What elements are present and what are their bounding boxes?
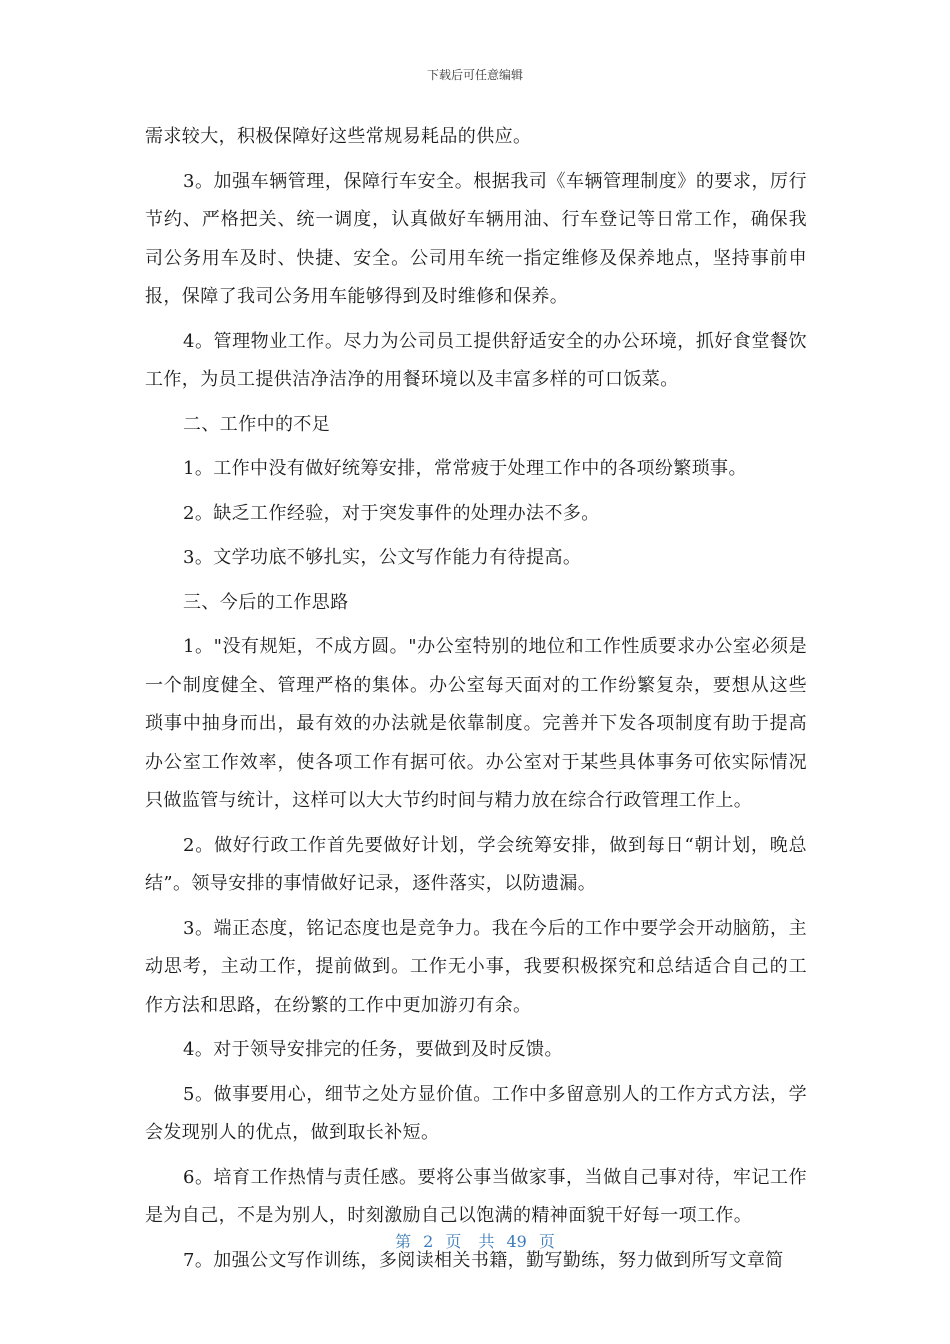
- footer-prefix: 第: [395, 1232, 412, 1251]
- paragraph-14: 7。加强公文写作训练，多阅读相关书籍，勤写勤练，努力做到所写文章简: [183, 1249, 784, 1271]
- paragraph-6: 3。文学功底不够扎实，公文写作能力有待提高。: [183, 547, 582, 568]
- paragraph-11: 4。对于领导安排完的任务，要做到及时反馈。: [183, 1039, 563, 1060]
- page-header-note: 下载后可任意编辑: [426, 68, 523, 82]
- paragraph-8: 1。"没有规矩，不成方圆。"办公室特别的地位和工作性质要求办公室必须是一个制度健全、管理严格的集体。办公室每天面对的工作纷繁复杂，要想从这些琐事中抽身而出，最有效的办法就是依靠制度。完善并下发各项制度有助于提高办公室工作效率，使各项工作有据可依。办公室对于某些具体事务可依实际情况只做监管与统计，这样可以大大节约时间与精力放在综合行政管理工作上。: [145, 636, 807, 811]
- paragraph-0: 需求较大，积极保障好这些常规易耗品的供应。: [145, 126, 532, 147]
- paragraph-2: 4。管理物业工作。尽力为公司员工提供舒适安全的办公环境，抓好食堂餐饮工作，为员工提供洁净洁净的用餐环境以及丰富多样的可口饭菜。: [145, 330, 807, 390]
- document-body: [145, 118, 807, 1286]
- paragraph-13: 6。培育工作热情与责任感。要将公事当做家事，当做自己事对待，牢记工作是为自己，不是为别人，时刻激励自己以饱满的精神面貌干好每一项工作。: [145, 1166, 807, 1226]
- paragraph-1: 3。加强车辆管理，保障行车安全。根据我司《车辆管理制度》的要求，厉行节约、严格把关、统一调度，认真做好车辆用油、行车登记等日常工作，确保我司公务用车及时、快捷、安全。公司用车统一指定维修及保养地点，坚持事前申报，保障了我司公务用车能够得到及时维修和保养。: [145, 170, 807, 307]
- footer-middle: 页 共: [445, 1232, 495, 1251]
- footer-total-pages: 49: [506, 1232, 527, 1251]
- paragraph-9: 2。做好行政工作首先要做好计划，学会统筹安排，做到每日“朝计划，晚总结”。领导安排的事情做好记录，逐件落实，以防遗漏。: [145, 834, 807, 894]
- footer-current-page: 2: [423, 1232, 434, 1251]
- paragraph-10: 3。端正态度，铭记态度也是竞争力。我在今后的工作中要学会开动脑筋，主动思考，主动工作，提前做到。工作无小事，我要积极探究和总结适合自己的工作方法和思路，在纷繁的工作中更加游刃有余。: [145, 917, 807, 1016]
- page-footer: [0, 1229, 950, 1252]
- footer-suffix: 页: [538, 1232, 555, 1251]
- paragraph-12: 5。做事要用心，细节之处方显价值。工作中多留意别人的工作方式方法，学会发现别人的优点，做到取长补短。: [145, 1083, 807, 1143]
- paragraph-5: 2。缺乏工作经验，对于突发事件的处理办法不多。: [183, 502, 600, 524]
- paragraph-4: 1。工作中没有做好统筹安排，常常疲于处理工作中的各项纷繁琐事。: [183, 458, 747, 479]
- section-heading-future-plans: 三、今后的工作思路: [183, 591, 349, 613]
- section-heading-shortcomings: 二、工作中的不足: [183, 413, 331, 435]
